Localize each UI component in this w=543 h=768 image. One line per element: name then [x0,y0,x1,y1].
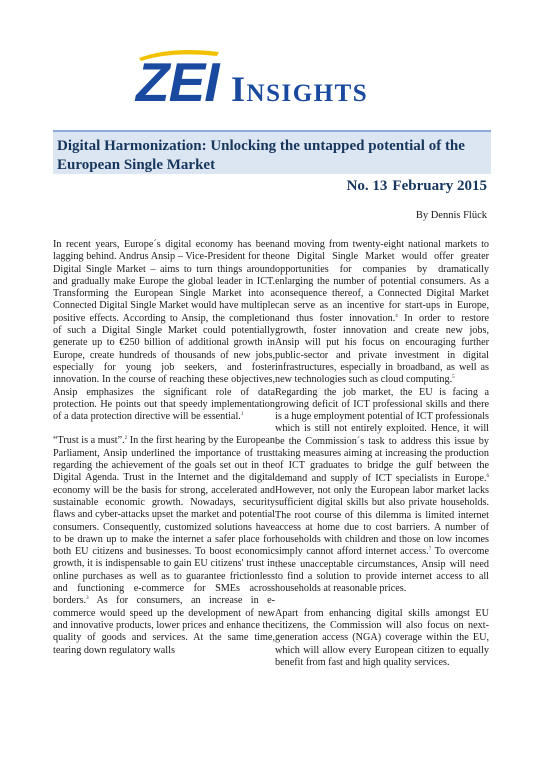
paragraph [53,239,275,423]
author-byline: By Dennis Flück [415,210,487,221]
footnote-ref: 6 [486,473,489,479]
paragraph-text: However, not only the European labor market lacks sufficient digital skills but also private households. The root course of this dilemma is limited internet access at home due to cost barriers. A number of households with children and those on low incomes simply cannot afford internet access. [275,484,489,558]
footnote-ref: 5 [452,375,455,381]
footnote-ref: 1 [240,412,244,418]
paragraph-text: In recent years, Europe´s digital economy has been lagging behind. Andrus Ansip – Vice-President for the Digital Single Market – aims to turn things around and gradually make Europe the global leader in ICT. Transforming the European Single Market into a Connected Digital Single Market would have multiple positive effects. According to Ansip, the completion of such a Digital Single Market could potentially generate up to €250 billion of additional growth in Europe, create hundreds of thousands of new jobs, especially for young job seekers, and foster innovation. In the course of reaching these objectives, Ansip emphasizes the significant role of data protection. He points out that speedy implementation of a data protection directive will be essential. [53,239,275,423]
paragraph-text: Regarding the job market, the EU is facing a growing deficit of ICT professional skills and there is a huge employment potential of ICT professionals which is still not entirely exploited. Hence, it will be the Commission´s task to address this issue by taking measures aiming at increasing the production of ICT graduates to bridge the gulf between the demand and supply of ICT specialists in Europe. [275,386,489,484]
issue-date: February 2015 [392,178,487,194]
paragraph-text: “Trust is a must”. [53,435,125,447]
body-column-left [53,239,275,657]
footnote-ref: 2 [124,436,128,442]
paragraph-text: As for consumers, an increase in e-commerce would speed up the development of new and innovative products, lower prices and enhance the quality of goods and services. At the same time, tearing down regulatory walls [53,595,275,656]
issue-line [300,177,487,195]
footnote-ref: 4 [395,313,398,319]
paragraph [275,608,489,669]
logo-zei: ZEI [136,51,219,113]
paragraph-text: In the first hearing by the European Parliament, Ansip underlined the importance of trust regarding the achievement of the goals set out in the Digital Agenda. Trust in the Internet and the digital economy will be the basis for strong, accelerated and sustainable economic growth. Nowadays, security flaws and cyber-attacks upset the market and potential consumers. Consequently, customized solutions have to be drawn up to make the internet a safer place for both EU citizens and businesses. To boost economic growth, it is indispensable to gain EU citizens' trust in online purchases as well as to guarantee frictionless and functioning e-commerce for SMEs across borders. [53,435,275,607]
footnote-ref: 7 [428,547,432,553]
paragraph-text: In order to restore growth, foster innovation and create new jobs, Ansip will put his focus on encouraging further public-sector and private investment in digital infrastructures, especially in broadband, as well as new technologies such as cloud computing. [275,312,490,386]
paragraph [275,239,489,387]
zei-insights-logo [131,44,401,124]
article-title: Digital Harmonization: Unlocking the untapped potential of the European Single Market [57,138,465,173]
logo-insights: Insights [231,69,369,109]
paragraph [275,387,489,596]
paragraph-text: and moving from twenty-eight national markets to one Digital Single Market would offer greater opportunities for companies by dramatically enlarging the number of potential consumers. As a consequence thereof, a Connected Digital Market can serve as an incentive for start-ups in Europe, and thus foster innovation. [275,239,489,324]
paragraph-text: Apart from enhancing digital skills amongst EU citizens, the Commission will also focus on next-generation access (NGA) coverage within the EU, which will allow every European citizen to equally benefit from fast and high quality services. [275,607,489,668]
body-column-right [275,239,489,669]
footnote-ref: 3 [86,596,89,602]
paragraph [53,435,275,656]
paragraph-text: To overcome these unacceptable circumstances, Ansip will need to find a solution to provide internet access to all households at reasonable prices. [275,546,489,595]
issue-number: No. 13 [346,178,388,194]
